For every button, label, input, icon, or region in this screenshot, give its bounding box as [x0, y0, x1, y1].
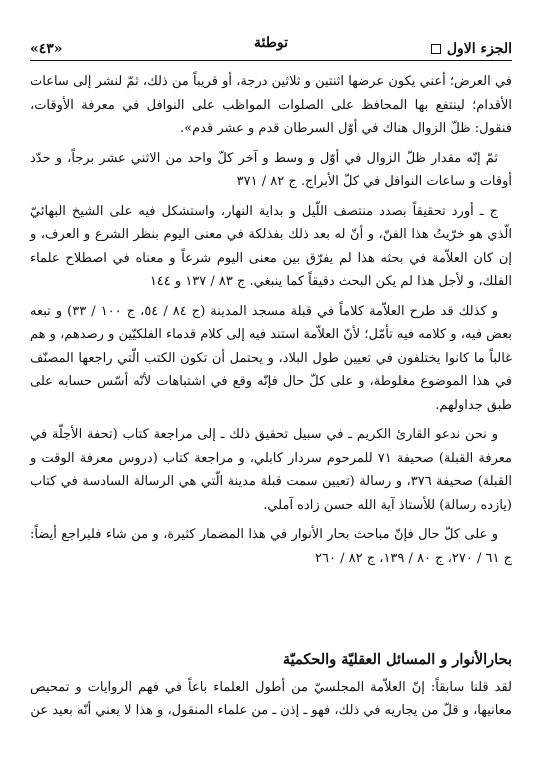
section-block	[30, 648, 512, 723]
chapter-title: توطئة	[253, 35, 288, 51]
body-text	[30, 70, 512, 576]
section-paragraph: لقد قلنا سابقاً: إنّ العلاّمة المجلسيّ من أطول العلماء باعاً في فهم الروايات و تمحيص معانيها، و قلّ من يجاريه في ذلك، فهو ـ إذن ـ من علماء المنقول، و هذا لا يعني أنّه بعيد عن	[30, 679, 512, 718]
paragraph-1: في العرض؛ أعني يكون عرضها اثنتين و ثلاثين درجة، أو قريباً من ذلك، ثمّ لنشر إلى ساعات الأقدام؛ لينتفع بها المحافظ على الصلوات المواظب على النوافل في معرفة الأوقات، فنقول: ظلّ الزوال هناك في أوّل السرطان قدم و عشر قدم».	[30, 74, 512, 136]
paragraph-5: و نحن ندعو القارئ الكريم ـ في سبيل تحقيق ذلك ـ إلى مراجعة كتاب (تحفة الأجلّة في معرفة القبلة) صحيفة ٧١ للمرحوم سردار كابلي، و مراجعة كتاب (دروس معرفة الوقت و القبلة) صحيفة ٣٧٦، و رسالة (تعيين سمت قبلة مدينة الّتي هي الرسالة السادسة في كتاب (يازده رسالة) للأستاذ آية الله حسن زاده آملي.	[30, 427, 512, 513]
page-number: «٤٣»	[30, 41, 63, 57]
running-header	[30, 33, 512, 57]
volume-text: الجزء الاول	[446, 41, 512, 57]
paragraph-4: و كذلك قد طرح العلاّمة كلاماً في قبلة مسجد المدينة (ج ٨٤ / ٥٤، ج ١٠٠ / ٣٣) و تبعه بعض فيه، و كلامه فيه تأمّل؛ لأنّ العلاّمة استند فيه إلى كلام قدماء الفلكيّين و رصدهم، و هم غالباً ما كانوا يختلفون في تعيين طول البلاد، و يحتمل أن تكون الكتب الّتي راجعها المصنّف في هذا الموضوع مغلوطة، و على كلّ حال فإنّه وقع في اشتباهات لأنّه أسّس حسابه على طبق جداولهم.	[30, 303, 512, 413]
paragraph-6: و على كلّ حال فإنّ مباحث بحار الأنوار في هذا المضمار كثيرة، و من شاء فليراجع أيضاً: ج ٦١ / ٢٧٠، ج ٨٠ / ١٣٩، ج ٨٢ / ٢٦٠	[30, 527, 512, 566]
header-rule	[30, 60, 512, 61]
paragraph-3: ج ـ أورد تحقيقاً بصدد منتصف اللّيل و بداية النهار، واستشكل فيه على الشيخ البهائيّ الّذي هو خرّيتُ هذا الفنّ، و أنّ له بعد ذلك بفذلكة في معنى اليوم بنظر الشرع و العرف، و إن كان العلاّمة في بحثه هذا لم يفرّق بين معنى اليوم شرعاً و معناه في اصطلاح علماء الفلك، و لأجل هذا لم يكن البحث دقيقاً كما ينبغي. ج ٨٣ / ١٣٧ و ١٤٤	[30, 203, 512, 289]
paragraph-2: ثمّ إنّه مقدار ظلّ الزوال في أوّل و وسط و آخر كلّ واحد من الاثني عشر برجاً، و حدّد أوقات و ساعات النوافل في كلّ الأبراج. ج ٨٢ / ٣٧١	[30, 150, 512, 189]
section-heading: بحارالأنوار و المسائل العقليّة والحكميّة	[282, 651, 512, 668]
